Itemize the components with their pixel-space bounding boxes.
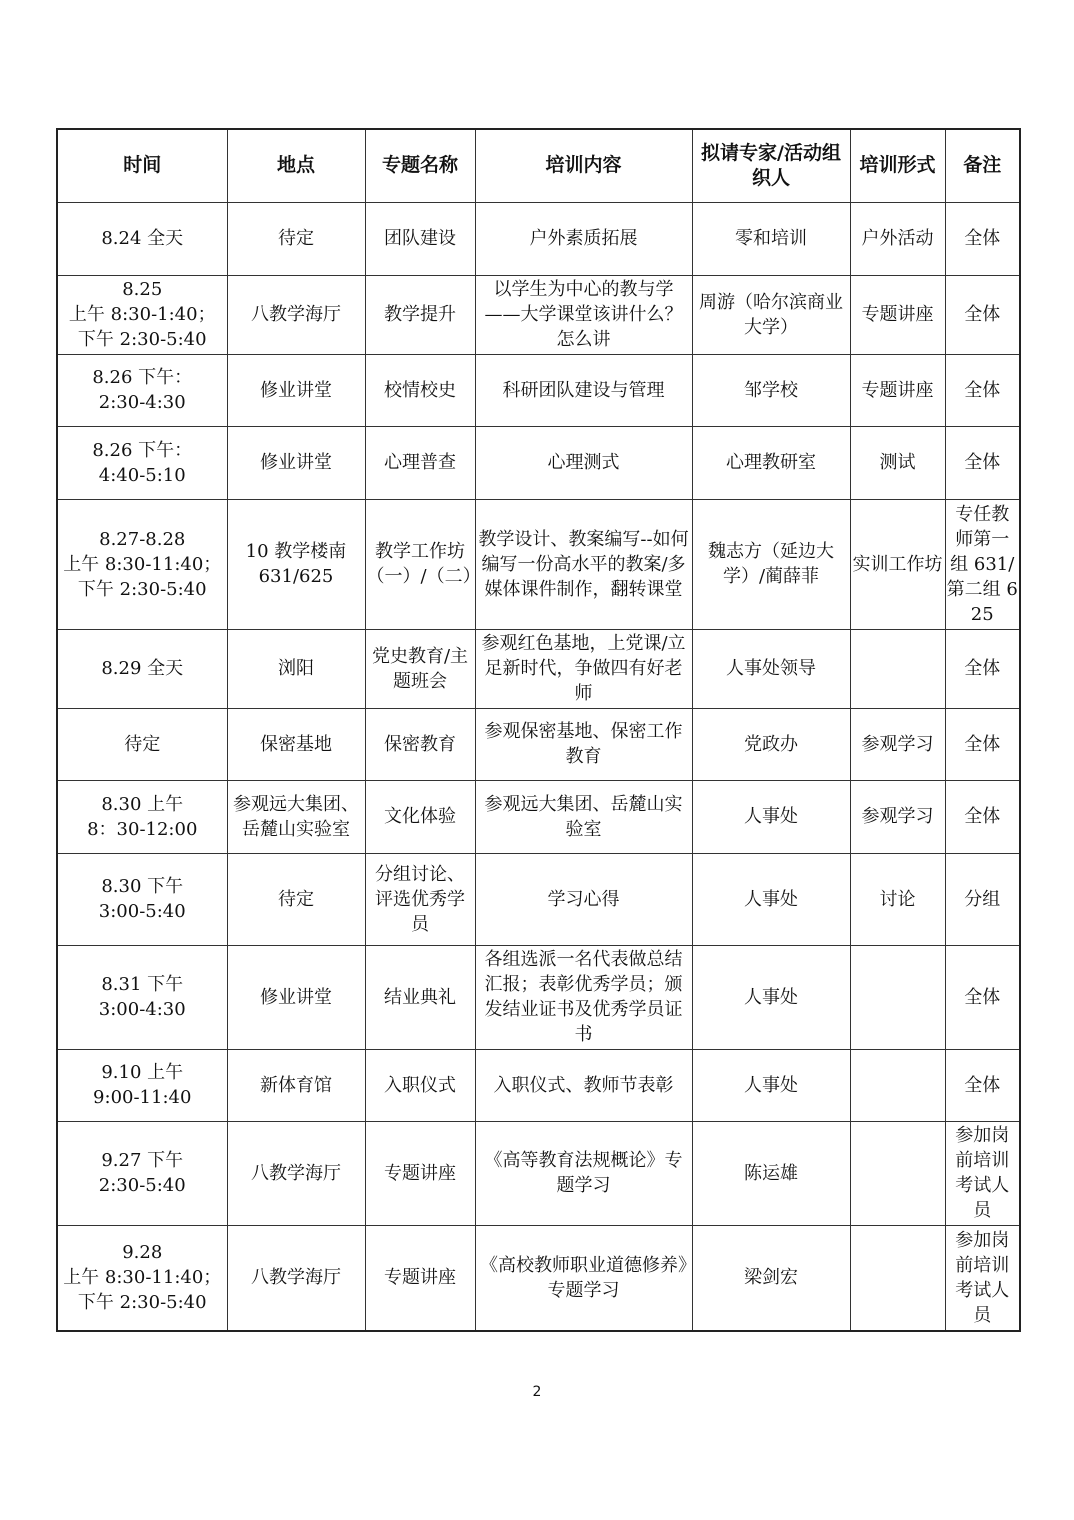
cell-format (850, 629, 945, 708)
cell-topic: 教学提升 (365, 275, 475, 354)
cell-content: 参观保密基地、保密工作教育 (475, 708, 692, 780)
cell-expert: 人事处 (692, 1049, 850, 1121)
cell-content: 心理测式 (475, 426, 692, 499)
cell-place: 八教学海厅 (227, 275, 365, 354)
cell-place: 新体育馆 (227, 1049, 365, 1121)
cell-content: 学习心得 (475, 853, 692, 945)
cell-remark: 全体 (945, 780, 1020, 853)
cell-place: 八教学海厅 (227, 1225, 365, 1331)
table-row (57, 202, 1020, 275)
cell-topic: 分组讨论、评选优秀学员 (365, 853, 475, 945)
table-row (57, 1049, 1020, 1121)
cell-content: 科研团队建设与管理 (475, 354, 692, 426)
header-time: 时间 (57, 129, 227, 202)
cell-expert: 零和培训 (692, 202, 850, 275)
header-row (57, 129, 1020, 202)
cell-content: 入职仪式、教师节表彰 (475, 1049, 692, 1121)
header-content: 培训内容 (475, 129, 692, 202)
cell-time: 待定 (57, 708, 227, 780)
cell-format: 参观学习 (850, 708, 945, 780)
cell-content: 以学生为中心的教与学——大学课堂该讲什么？怎么讲 (475, 275, 692, 354)
header-format: 培训形式 (850, 129, 945, 202)
cell-topic: 党史教育/主题班会 (365, 629, 475, 708)
cell-topic: 保密教育 (365, 708, 475, 780)
cell-place: 待定 (227, 202, 365, 275)
cell-format: 参观学习 (850, 780, 945, 853)
page-number: 2 (532, 1384, 542, 1400)
cell-remark: 参加岗前培训考试人员 (945, 1121, 1020, 1225)
cell-remark: 全体 (945, 1049, 1020, 1121)
cell-place: 10 教学楼南 631/625 (227, 499, 365, 629)
cell-remark: 全体 (945, 202, 1020, 275)
cell-time: 9.28 上午 8:30-11:40； 下午 2:30-5:40 (57, 1225, 227, 1331)
cell-topic: 入职仪式 (365, 1049, 475, 1121)
cell-format (850, 1049, 945, 1121)
header-remark: 备注 (945, 129, 1020, 202)
cell-remark: 全体 (945, 354, 1020, 426)
cell-expert: 人事处 (692, 853, 850, 945)
cell-expert: 魏志方（延边大学）/蔺薛菲 (692, 499, 850, 629)
header-place: 地点 (227, 129, 365, 202)
cell-remark: 全体 (945, 426, 1020, 499)
cell-place: 保密基地 (227, 708, 365, 780)
cell-format: 专题讲座 (850, 275, 945, 354)
cell-time: 8.27-8.28 上午 8:30-11:40； 下午 2:30-5:40 (57, 499, 227, 629)
cell-content: 《高校教师职业道德修养》专题学习 (475, 1225, 692, 1331)
cell-topic: 团队建设 (365, 202, 475, 275)
cell-time: 8.24 全天 (57, 202, 227, 275)
cell-format: 实训工作坊 (850, 499, 945, 629)
cell-remark: 全体 (945, 708, 1020, 780)
cell-content: 参观红色基地，上党课/立足新时代，争做四有好老师 (475, 629, 692, 708)
cell-remark: 专任教师第一组 631/第二组 625 (945, 499, 1020, 629)
table-row (57, 629, 1020, 708)
cell-place: 修业讲堂 (227, 354, 365, 426)
cell-time: 8.29 全天 (57, 629, 227, 708)
cell-content: 各组选派一名代表做总结汇报；表彰优秀学员；颁发结业证书及优秀学员证书 (475, 945, 692, 1049)
table-row (57, 275, 1020, 354)
cell-expert: 梁剑宏 (692, 1225, 850, 1331)
cell-time: 8.30 上午 8：30-12:00 (57, 780, 227, 853)
cell-remark: 分组 (945, 853, 1020, 945)
cell-topic: 心理普查 (365, 426, 475, 499)
cell-expert: 邹学校 (692, 354, 850, 426)
cell-time: 8.26 下午： 2:30-4:30 (57, 354, 227, 426)
cell-time: 8.25 上午 8:30-1:40； 下午 2:30-5:40 (57, 275, 227, 354)
cell-format: 测试 (850, 426, 945, 499)
table-row (57, 853, 1020, 945)
cell-remark: 全体 (945, 275, 1020, 354)
cell-expert: 心理教研室 (692, 426, 850, 499)
table-row (57, 1225, 1020, 1331)
cell-remark: 参加岗前培训考试人员 (945, 1225, 1020, 1331)
cell-topic: 专题讲座 (365, 1121, 475, 1225)
cell-place: 浏阳 (227, 629, 365, 708)
table-row (57, 780, 1020, 853)
cell-time: 8.26 下午： 4:40-5:10 (57, 426, 227, 499)
cell-time: 9.27 下午 2:30-5:40 (57, 1121, 227, 1225)
header-topic: 专题名称 (365, 129, 475, 202)
cell-place: 八教学海厅 (227, 1121, 365, 1225)
cell-expert: 周游（哈尔滨商业大学） (692, 275, 850, 354)
cell-time: 8.31 下午 3:00-4:30 (57, 945, 227, 1049)
table-row (57, 499, 1020, 629)
cell-topic: 教学工作坊（一）/（二） (365, 499, 475, 629)
cell-format: 专题讲座 (850, 354, 945, 426)
cell-expert: 人事处 (692, 780, 850, 853)
cell-expert: 党政办 (692, 708, 850, 780)
table-row (57, 426, 1020, 499)
cell-format (850, 1121, 945, 1225)
header-expert: 拟请专家/活动组织人 (692, 129, 850, 202)
table-row (57, 354, 1020, 426)
cell-format (850, 945, 945, 1049)
cell-format: 讨论 (850, 853, 945, 945)
cell-format: 户外活动 (850, 202, 945, 275)
cell-format (850, 1225, 945, 1331)
cell-place: 待定 (227, 853, 365, 945)
cell-time: 8.30 下午 3:00-5:40 (57, 853, 227, 945)
cell-remark: 全体 (945, 629, 1020, 708)
cell-topic: 专题讲座 (365, 1225, 475, 1331)
cell-content: 《高等教育法规概论》专题学习 (475, 1121, 692, 1225)
cell-content: 参观远大集团、岳麓山实验室 (475, 780, 692, 853)
cell-place: 修业讲堂 (227, 945, 365, 1049)
table-row (57, 708, 1020, 780)
table-row (57, 1121, 1020, 1225)
table-row (57, 945, 1020, 1049)
cell-time: 9.10 上午 9:00-11:40 (57, 1049, 227, 1121)
cell-expert: 陈运雄 (692, 1121, 850, 1225)
cell-topic: 校情校史 (365, 354, 475, 426)
cell-topic: 文化体验 (365, 780, 475, 853)
cell-topic: 结业典礼 (365, 945, 475, 1049)
cell-content: 户外素质拓展 (475, 202, 692, 275)
cell-remark: 全体 (945, 945, 1020, 1049)
cell-content: 教学设计、教案编写--如何编写一份高水平的教案/多媒体课件制作，翻转课堂 (475, 499, 692, 629)
cell-expert: 人事处 (692, 945, 850, 1049)
cell-place: 参观远大集团、岳麓山实验室 (227, 780, 365, 853)
training-schedule-table (56, 128, 1021, 1332)
cell-place: 修业讲堂 (227, 426, 365, 499)
cell-expert: 人事处领导 (692, 629, 850, 708)
